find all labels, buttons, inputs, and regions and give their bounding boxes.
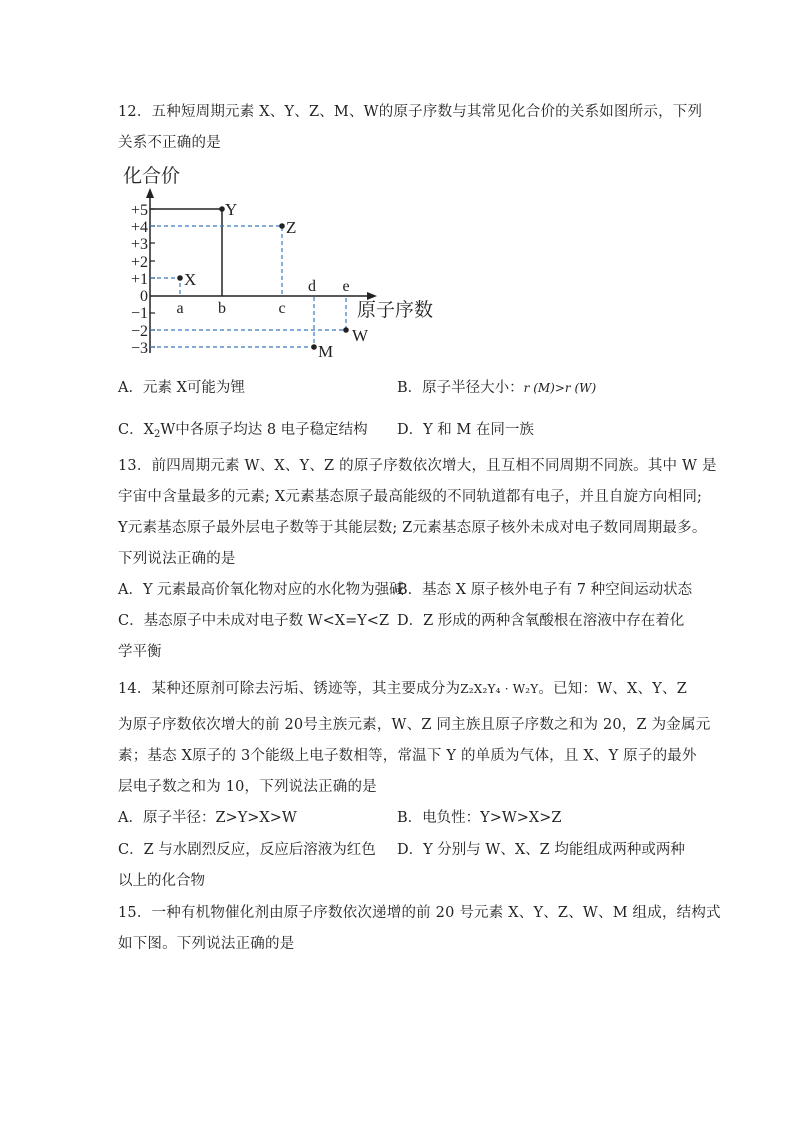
y-tick-label: +4 (130, 219, 148, 236)
q13-option-d[interactable]: D．Z 形成的两种含氧酸根在溶液中存在着化 (397, 613, 685, 629)
point-label: Z (286, 218, 297, 237)
point-label: X (184, 270, 197, 289)
q12-option-c-sub: 2 (153, 429, 161, 440)
q14-formula: Z₂X₂Y₄ · W₂Y (460, 682, 539, 696)
graph-ylabel: 化合价 (123, 166, 181, 187)
q12-option-b-prefix: B．原子半径大小： (397, 380, 524, 396)
q12-option-b-r1: r (M) (523, 381, 555, 395)
q15-stem-line-2: 如下图。下列说法正确的是 (118, 936, 295, 952)
q13-option-d-cont: 学平衡 (118, 644, 162, 660)
q14-stem-line-3: 素；基态 X原子的 3个能级上电子数相等，常温下 Y 的单质为气体，且 X、Y 原子的最外 (118, 748, 697, 764)
y-tick-label: +1 (130, 271, 148, 288)
q12-option-c-rest: W中各原子均达 8 电子稳定结构 (160, 422, 368, 438)
x-tick-label: d (308, 278, 316, 295)
point-label: Y (225, 200, 238, 219)
q13-stem-line-4: 下列说法正确的是 (118, 551, 236, 567)
y-tick-label: −2 (130, 323, 148, 340)
q14-stem-suffix: 。已知：W、X、Y、Z (538, 681, 687, 697)
q12-stem-line-2: 关系不正确的是 (118, 135, 221, 151)
q14-stem-prefix: 14．某种还原剂可除去污垢、锈迹等，其主要成分为 (118, 681, 461, 697)
q12-option-b-r2: r (W) (564, 381, 597, 395)
point-label: M (318, 342, 334, 361)
q13-option-c[interactable]: C．基态原子中未成对电子数 W<X=Y<Z (118, 613, 390, 629)
point-x (177, 275, 183, 281)
point-label: W (352, 326, 369, 345)
q14-option-d-cont: 以上的化合物 (118, 873, 205, 889)
y-tick-label: +5 (130, 202, 148, 219)
q13-stem-line-3: Y元素基态原子最外层电子数等于其能层数; Z元素基态原子核外未成对电子数同周期最多。 (118, 520, 707, 536)
q12-option-b-gt: > (554, 381, 565, 395)
q13-stem-line-1: 13．前四周期元素 W、X、Y、Z 的原子序数依次增大，且互相不同周期不同族。其中 W 是 (118, 458, 717, 474)
y-tick-label: 0 (140, 288, 148, 305)
q14-option-c[interactable]: C．Z 与水剧烈反应，反应后溶液为红色 (118, 842, 376, 858)
q14-stem-line-4: 层电子数之和为 10，下列说法正确的是 (118, 779, 377, 795)
x-tick-label: e (342, 278, 350, 295)
y-tick-label: −1 (130, 305, 148, 322)
y-tick-label: −3 (130, 340, 148, 357)
point-z (279, 223, 285, 229)
y-axis-arrow (146, 188, 154, 198)
q12-option-c-prefix: C． (118, 422, 144, 438)
q12-option-b[interactable] (397, 378, 596, 398)
q14-option-d[interactable]: D．Y 分别与 W、X、Z 均能组成两种或两种 (397, 842, 685, 858)
x-tick-label: c (278, 300, 286, 317)
q13-stem-line-2: 宇宙中含量最多的元素; X元素基态原子最高能级的不同轨道都有电子，并且自旋方向相同; (118, 489, 703, 505)
q14-option-b[interactable]: B．电负性：Y>W>X>Z (397, 810, 562, 826)
q14-stem-line-2: 为原子序数依次增大的前 20号主族元素，W、Z 同主族且原子序数之和为 20，Z 为金属元 (118, 717, 711, 733)
q15-stem-line-1: 15．一种有机物催化剂由原子序数依次递增的前 20 号元素 X、Y、Z、W、M 组成，结构式 (118, 905, 721, 921)
q12-stem-line-1: 12．五种短周期元素 X、Y、Z、M、W的原子序数与其常见化合价的关系如图所示，下列 (118, 104, 703, 120)
point-m (311, 344, 317, 350)
x-guide (150, 278, 180, 296)
valence-graph (115, 160, 455, 365)
q12-option-c-x: X (143, 422, 154, 438)
m-guide (150, 296, 314, 347)
q13-option-a[interactable]: A．Y 元素最高价氧化物对应的水化物为强碱 (118, 582, 404, 598)
y-tick-label: +2 (130, 254, 148, 271)
q12-option-c[interactable] (118, 420, 368, 445)
q12-option-d[interactable]: D．Y 和 M 在同一族 (397, 422, 534, 438)
point-w (343, 327, 349, 333)
q12-option-a[interactable]: A．元素 X可能为锂 (118, 380, 245, 396)
x-axis-arrow (367, 292, 377, 300)
q14-stem-line-1 (118, 679, 687, 699)
x-tick-label: a (176, 300, 184, 317)
y-tick-label: +3 (130, 236, 148, 253)
q13-option-b[interactable]: B．基态 X 原子核外电子有 7 种空间运动状态 (397, 582, 693, 598)
q14-option-a[interactable]: A．原子半径：Z>Y>X>W (118, 810, 297, 826)
point-y (219, 206, 225, 212)
x-tick-label: b (218, 300, 226, 317)
z-guide (150, 226, 282, 296)
graph-xlabel: 原子序数 (357, 300, 434, 321)
